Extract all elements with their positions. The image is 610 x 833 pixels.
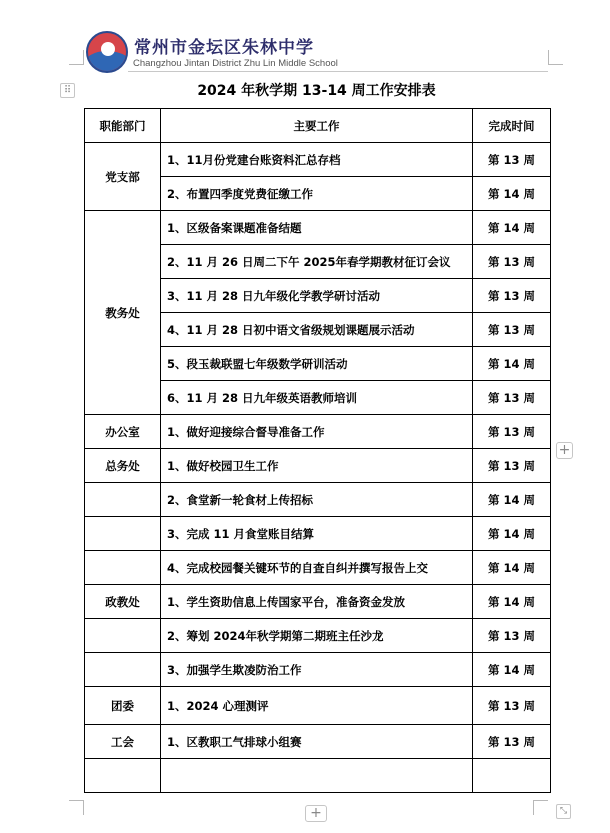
table-row (85, 211, 551, 245)
dept-cell: 党支部 (85, 143, 161, 211)
dept-cell (85, 759, 161, 793)
dept-cell (85, 517, 161, 551)
task-cell: 6、11 月 28 日九年级英语教师培训 (161, 381, 473, 415)
add-row-button[interactable]: + (305, 805, 327, 822)
time-cell: 第 14 周 (473, 177, 551, 211)
table-row (85, 449, 551, 483)
dept-cell: 总务处 (85, 449, 161, 483)
time-cell: 第 14 周 (473, 483, 551, 517)
dept-cell: 政教处 (85, 585, 161, 619)
time-cell: 第 14 周 (473, 347, 551, 381)
dept-cell (85, 551, 161, 585)
document-title: 2024 年秋学期 13-14 周工作安排表 (197, 83, 436, 99)
column-header-time: 完成时间 (473, 109, 551, 143)
column-header-dept: 职能部门 (85, 109, 161, 143)
task-cell: 3、加强学生欺凌防治工作 (161, 653, 473, 687)
school-name-en: Changzhou Jintan District Zhu Lin Middle School (133, 58, 338, 69)
dept-cell: 办公室 (85, 415, 161, 449)
dept-cell: 教务处 (85, 211, 161, 415)
dept-cell: 工会 (85, 725, 161, 759)
task-cell: 1、做好迎接综合督导准备工作 (161, 415, 473, 449)
dept-cell (85, 619, 161, 653)
time-cell (473, 759, 551, 793)
school-name-cn: 常州市金坛区朱林中学 (134, 38, 314, 58)
school-logo-icon (86, 31, 128, 73)
table-row (85, 551, 551, 585)
table-row (85, 619, 551, 653)
page-corner-mark (548, 50, 563, 65)
page-corner-mark (533, 800, 548, 815)
table-row (85, 653, 551, 687)
time-cell: 第 14 周 (473, 211, 551, 245)
dept-cell: 团委 (85, 687, 161, 725)
time-cell: 第 13 周 (473, 619, 551, 653)
time-cell: 第 13 周 (473, 143, 551, 177)
time-cell: 第 13 周 (473, 313, 551, 347)
page-corner-mark (69, 50, 84, 65)
table-drag-handle-icon[interactable]: ⠿ (60, 83, 75, 98)
time-cell: 第 14 周 (473, 585, 551, 619)
task-cell: 1、做好校园卫生工作 (161, 449, 473, 483)
table-row (85, 517, 551, 551)
dept-cell (85, 483, 161, 517)
table-row (85, 585, 551, 619)
add-column-button[interactable]: + (556, 442, 573, 459)
time-cell: 第 14 周 (473, 653, 551, 687)
time-cell: 第 14 周 (473, 517, 551, 551)
task-cell: 1、2024 心理测评 (161, 687, 473, 725)
task-cell: 2、食堂新一轮食材上传招标 (161, 483, 473, 517)
time-cell: 第 13 周 (473, 687, 551, 725)
time-cell: 第 14 周 (473, 551, 551, 585)
table-row (85, 415, 551, 449)
page-corner-mark (69, 800, 84, 815)
time-cell: 第 13 周 (473, 279, 551, 313)
task-cell: 2、11 月 26 日周二下午 2025年春学期教材征订会议 (161, 245, 473, 279)
task-cell: 2、布置四季度党费征缴工作 (161, 177, 473, 211)
time-cell: 第 13 周 (473, 381, 551, 415)
time-cell: 第 13 周 (473, 415, 551, 449)
table-header-row (85, 109, 551, 143)
dept-cell (85, 653, 161, 687)
table-row (85, 725, 551, 759)
task-cell: 1、区级备案课题准备结题 (161, 211, 473, 245)
table-row (85, 143, 551, 177)
table-row (85, 687, 551, 725)
task-cell: 2、筹划 2024年秋学期第二期班主任沙龙 (161, 619, 473, 653)
task-cell: 1、11月份党建台账资料汇总存档 (161, 143, 473, 177)
time-cell: 第 13 周 (473, 725, 551, 759)
column-header-task: 主要工作 (161, 109, 473, 143)
task-cell: 1、学生资助信息上传国家平台，准备资金发放 (161, 585, 473, 619)
task-cell: 4、完成校园餐关键环节的自查自纠并撰写报告上交 (161, 551, 473, 585)
task-cell (161, 759, 473, 793)
task-cell: 3、完成 11 月食堂账目结算 (161, 517, 473, 551)
table-row (85, 483, 551, 517)
time-cell: 第 13 周 (473, 245, 551, 279)
task-cell: 1、区教职工气排球小组赛 (161, 725, 473, 759)
table-row (85, 759, 551, 793)
table-resize-icon[interactable]: ⤡ (556, 804, 571, 819)
time-cell: 第 13 周 (473, 449, 551, 483)
task-cell: 5、段玉裁联盟七年级数学研训活动 (161, 347, 473, 381)
task-cell: 4、11 月 28 日初中语文省级规划课题展示活动 (161, 313, 473, 347)
header-divider (128, 71, 548, 72)
task-cell: 3、11 月 28 日九年级化学教学研讨活动 (161, 279, 473, 313)
schedule-table (84, 108, 551, 793)
